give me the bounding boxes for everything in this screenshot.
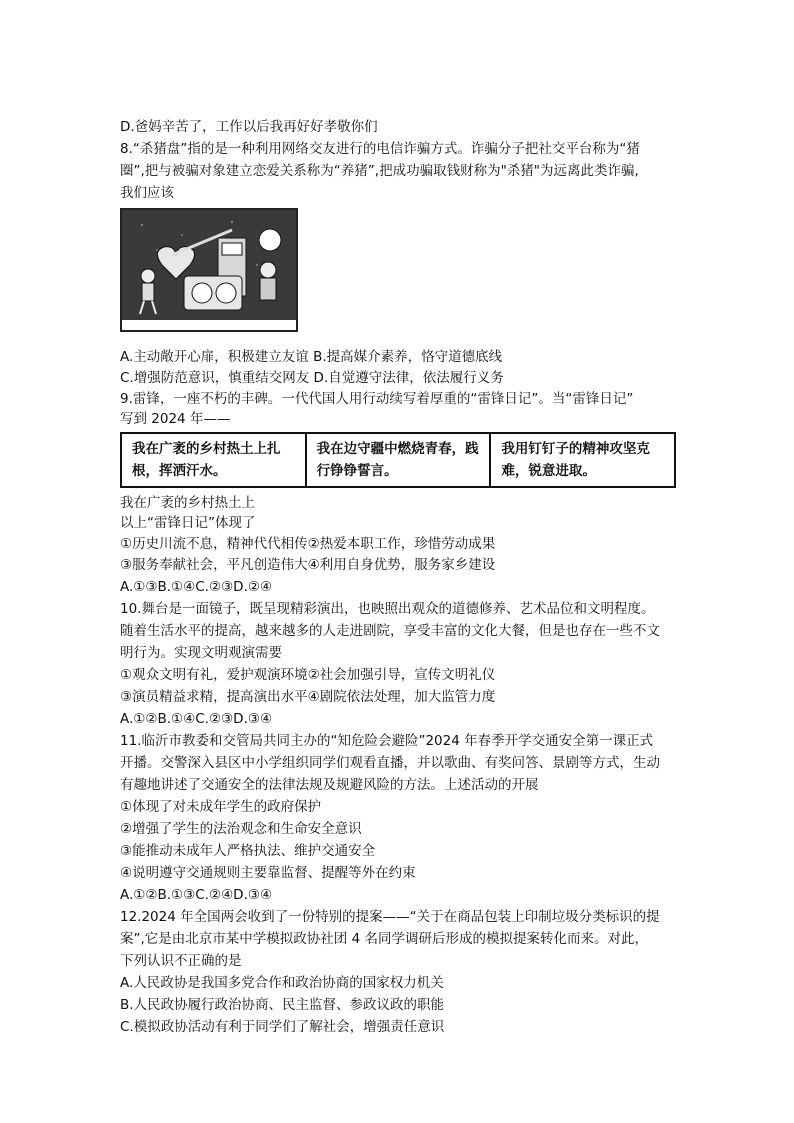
q8-stem-line3: 我们应该 xyxy=(120,185,174,201)
q12-stem-line3: 下列认识不正确的是 xyxy=(120,953,242,969)
q11-item-3: ③能推动未成年人严格执法、维护交通安全 xyxy=(120,843,376,859)
q8-options-line1: A.主动敞开心扉，积极建立友谊 B.提高媒介素养，恪守道德底线 xyxy=(120,349,503,365)
q9-items-line2: ③服务奉献社会，平凡创造伟大④利用自身优势，服务家乡建设 xyxy=(120,557,496,573)
q11-stem-line1: 11.临沂市教委和交管局共同主办的“知危险会避险”2024 年春季开学交通安全第一课正式 xyxy=(120,733,654,749)
q10-answers: A.①②B.①④C.②③D.③④ xyxy=(120,711,273,727)
q11-stem-line3: 有趣地讲述了交通安全的法律法规及规避风险的方法。上述活动的开展 xyxy=(120,777,539,793)
q9-answers: A.①③B.①④C.②③D.②④ xyxy=(120,579,273,595)
q12-stem-line1: 12.2024 年全国两会收到了一份特别的提案——“关于在商品包装上印制垃圾分类标识的提 xyxy=(120,909,660,925)
q8-options-line2: C.增强防范意识，慎重结交网友 D.自觉遵守法律，依法履行义务 xyxy=(120,370,504,386)
q9-stem-line1: 9.雷锋，一座不朽的丰碑。一代代国人用行动续写着厚重的“雷锋日记”。当“雷锋日记” xyxy=(120,391,634,407)
q9-items-line1: ①历史川流不息，精神代代相传②热爱本职工作，珍惜劳动成果 xyxy=(120,536,496,552)
q10-stem-line3: 明行为。实现文明观演需要 xyxy=(120,645,282,661)
q10-stem-line2: 随着生活水平的提高，越来越多的人走进剧院，享受丰富的文化大餐，但是也存在一些不文 xyxy=(120,623,660,639)
diary-entry-2: 我在边守疆中燃烧青春，践行铮铮誓言。 xyxy=(307,434,492,486)
q12-option-c: C.模拟政协活动有利于同学们了解社会，增强责任意识 xyxy=(120,1019,445,1035)
q8-stem-line1: 8.“杀猪盘”指的是一种利用网络交友进行的电信诈骗方式。诈骗分子把社交平台称为“猪 xyxy=(120,141,640,157)
diary-entry-3: 我用钉钉子的精神攻坚克难，锐意进取。 xyxy=(501,441,650,479)
q12-option-a: A.人民政协是我国多党合作和政治协商的国家权力机关 xyxy=(120,975,444,991)
q11-item-1: ①体现了对未成年学生的政府保护 xyxy=(120,799,322,815)
diary-entry-1: 我在广袤的乡村热土上扎根，挥洒汗水。 xyxy=(122,434,307,486)
q11-answers: A.①②B.①③C.②④D.③④ xyxy=(120,887,273,903)
q11-item-4: ④说明遵守交通规则主要靠监督、提醒等外在约束 xyxy=(120,865,416,881)
q10-items-line1: ①观众文明有礼，爱护观演环境②社会加强引导，宣传文明礼仪 xyxy=(120,667,496,683)
q10-stem-line1: 10.舞台是一面镜子，既呈现精彩演出，也映照出观众的道德修养、艺术品位和文明程度。 xyxy=(120,601,655,617)
q8-stem-line2: 圈”,把与被骗对象建立恋爱关系称为“养猪”,把成功骗取钱财称为"杀猪"为远离此类诈骗, xyxy=(120,163,639,179)
q7-option-d: D.爸妈辛苦了，工作以后我再好好孝敬你们 xyxy=(120,119,378,135)
q12-option-b: B.人民政协履行政治协商、民主监督、参政议政的职能 xyxy=(120,997,445,1013)
q12-stem-line2: 案”,它是由北京市某中学模拟政协社团 4 名同学调研后形成的模拟提案转化而来。对此， xyxy=(120,931,648,947)
q11-stem-line2: 开播。交警深入县区中小学组织同学们观看直播，并以歌曲、有奖问答、景剧等方式，生动 xyxy=(120,755,660,771)
scam-cartoon-image xyxy=(120,208,298,332)
q9-after-line1: 我在广袤的乡村热土上 xyxy=(120,495,255,511)
q11-item-2: ②增强了学生的法治观念和生命安全意识 xyxy=(120,821,362,837)
lei-feng-diary-table xyxy=(120,432,676,488)
q9-after-line2: 以上“雷锋日记”体现了 xyxy=(120,515,256,531)
q9-stem-line2: 写到 2024 年—— xyxy=(120,411,231,427)
q10-items-line2: ③演员精益求精，提高演出水平④剧院依法处理，加大监管力度 xyxy=(120,689,496,705)
